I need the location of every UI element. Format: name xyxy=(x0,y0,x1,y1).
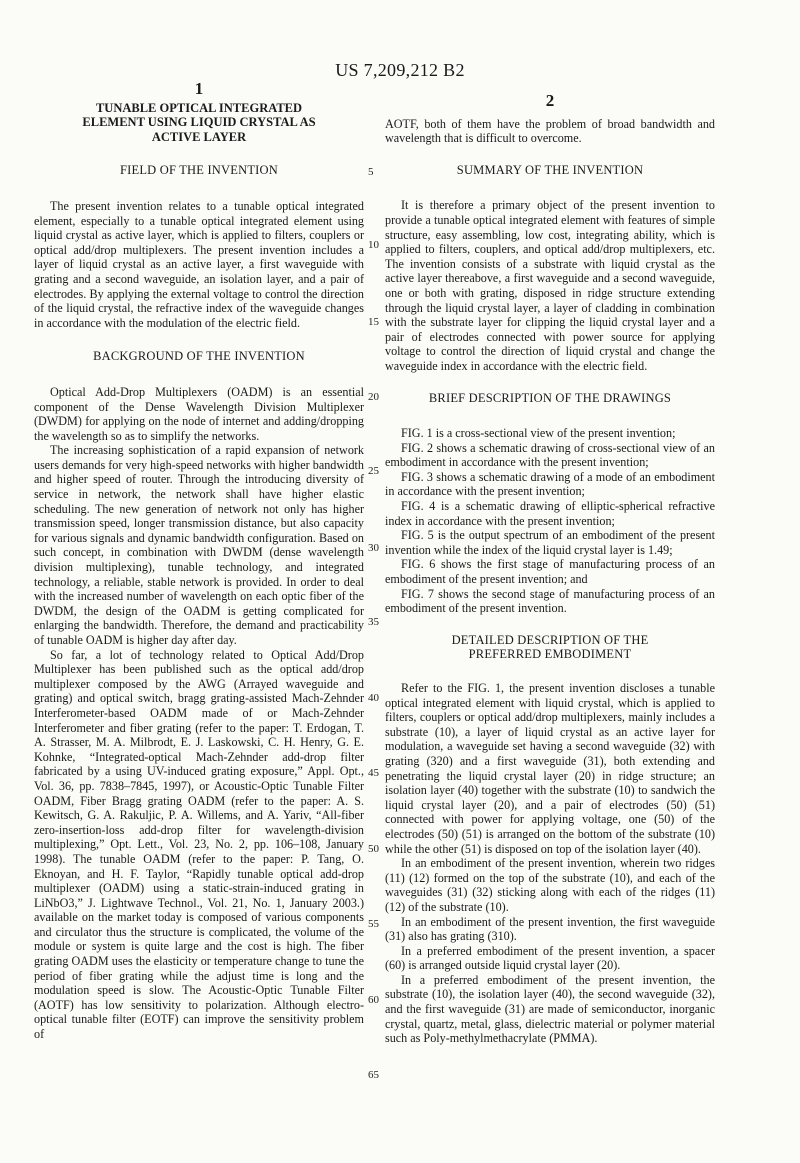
paragraph: Optical Add-Drop Multiplexers (OADM) is an essential component of the Dense Wavelength Division Multiplexer (DWDM) for applying on the node of internet and adding/dropping the wavelength so as to simplify the networks. xyxy=(34,384,364,443)
column-number-1: 1 xyxy=(194,79,204,98)
title-line: ELEMENT USING LIQUID CRYSTAL AS xyxy=(82,115,316,130)
detailed-heading xyxy=(385,633,715,662)
line-number: 65 xyxy=(368,1069,379,1081)
paragraph: It is therefore a primary object of the present invention to provide a tunable optical integrated element with features of simple structure, easy assembling, low cost, integrating ability, which is applied to filters, couplers, and optical add/drop multiplexers, etc. The invention consists of a substrate with liquid crystal as the active layer thereabove, a first waveguide and a second waveguide, one or both with grating, disposed in ridge structure extending through the liquid crystal layer, a layer of cladding in combination with the substrate layer for clipping the liquid crystal layer and a pair of electrodes connected with power source for applying voltage to control the direction of liquid crystal and change the waveguide index in accordance with the electric field. xyxy=(385,198,715,373)
line-number: 5 xyxy=(368,166,374,178)
line-number-gutter xyxy=(364,0,386,1163)
line-number: 30 xyxy=(368,542,379,554)
paragraph: AOTF, both of them have the problem of broad bandwidth and wavelength that is difficult to overcome. xyxy=(385,116,715,146)
paragraph: The present invention relates to a tunable optical integrated element, especially to a tunable optical integrated element using liquid crystal as active layer, which is applied to filters, couplers or optical add/drop multiplexers. The present invention includes a layer of liquid crystal as an active layer, a first waveguide with grating and a second waveguide, an isolation layer, and a pair of electrodes. By applying the external voltage to control the direction of the liquid crystal, the refractive index of the waveguide changes in accordance with the modulation of the electric field. xyxy=(34,198,364,330)
left-column xyxy=(34,79,364,1042)
line-number: 55 xyxy=(368,918,379,930)
heading-line: DETAILED DESCRIPTION OF THE xyxy=(451,632,649,647)
line-number: 40 xyxy=(368,692,379,704)
figure-description: FIG. 7 shows the second stage of manufacturing process of an embodiment of the present invention. xyxy=(385,586,715,616)
drawings-heading: BRIEF DESCRIPTION OF THE DRAWINGS xyxy=(428,390,672,405)
figure-description: FIG. 1 is a cross-sectional view of the present invention; xyxy=(401,426,676,441)
line-number: 15 xyxy=(368,316,379,328)
paragraph: In an embodiment of the present invention, wherein two ridges (11) (12) formed on the top of the substrate (10), and each of the waveguides (31) (32) sticking along with each of the ridges (11) (12) of the substrate (10). xyxy=(385,856,715,914)
paragraph: So far, a lot of technology related to Optical Add/Drop Multiplexer has been published such as the optical add/drop multiplexer composed by the AWG (Arrayed waveguide and grating) and optical switch, bragg grating-assisted Mach-Zehnder Interferometer-based OADM made of or Mach-Zehnder Interferometer and fiber grating (refer to the paper: T. Erdogan, T. A. Strasser, M. A. Milbrodt, E. J. Laskowski, C. H. Henry, G. E. Kohnke, “Integrated-optical Mach-Zehnder add-drop filter fabricated by a using UV-induced grating exposure,” Appl. Opt., Vol. 36, pp. 7838–7845, 1997), or Acoustic-Optic Tunable Filter OADM, Fiber Bragg grating OADM (refer to the paper: A. S. Kewitsch, G. A. Rakuljic, P. A. Willems, and A. Yariv, “All-fiber zero-insertion-loss add-drop filter for wavelength-division multiplexing,” Opt. Lett., Vol. 23, No. 2, pp. 106–108, January 1998). The tunable OADM (refer to the paper: P. Tang, O. Eknoyan, and H. F. Taylor, “Rapidly tunable optical add-drop multiplexer (OADM) using a static-strain-induced grating in LiNbO3,” J. Lightwave Technol., Vol. 21, No. 1, January 2003.) available on the market today is composed of various components and circulator thus the structure is complicated, the volume of the module or system is quite large and the cost is high. The fiber grating OADM uses the elasticity or temperature change to tune the period of fiber grating while the adjust time is long and the modulation speed is slow. The Acoustic-Optic Tunable Filter (AOTF) has low sensitivity to polarization. Although electro-optical tunable filter (EOTF) can improve the sensitivity problem of xyxy=(34,647,364,1042)
title-line: TUNABLE OPTICAL INTEGRATED xyxy=(95,100,303,115)
field-heading: FIELD OF THE INVENTION xyxy=(120,163,278,178)
line-number: 60 xyxy=(368,994,379,1006)
heading-line: PREFERRED EMBODIMENT xyxy=(468,647,632,662)
paragraph: Refer to the FIG. 1, the present invention discloses a tunable optical integrated element with liquid crystal, which is applied to filters, couplers or optical add/drop multiplexers, mainly includes a substrate (10), a layer of liquid crystal as an active layer for modulation, a waveguide set having a second waveguide (32) with grating (320) and a first waveguide (31), both extending and penetrating the liquid crystal layer (20) in ridge structure; an isolation layer (40) together with the substrate (10) to sandwich the liquid crystal layer (20), and a pair of electrodes (50) (51) connected with power for applying voltage, one (50) of the electrodes (50) (51) is arranged on the bottom of the substrate (10) while the other (51) is disposed on top of the isolation layer (40). xyxy=(385,681,715,856)
figure-description: FIG. 3 shows a schematic drawing of a mode of an embodiment in accordance with the present invention; xyxy=(385,469,715,499)
figure-description: FIG. 6 shows the first stage of manufacturing process of an embodiment of the present invention; and xyxy=(385,557,715,587)
line-number: 20 xyxy=(368,391,379,403)
paragraph: In a preferred embodiment of the present invention, the substrate (10), the isolation layer (40), the second waveguide (32), and the first waveguide (31) are made of semiconductor, inorganic crystal, quartz, metal, glass, dielectric material or polymer material such as Poly-methylmethacrylate (PMMA). xyxy=(385,972,715,1046)
summary-heading: SUMMARY OF THE INVENTION xyxy=(456,162,644,177)
patent-title xyxy=(34,101,364,145)
line-number: 50 xyxy=(368,843,379,855)
background-heading: BACKGROUND OF THE INVENTION xyxy=(93,349,305,364)
right-column xyxy=(385,91,715,1046)
patent-number: US 7,209,212 B2 xyxy=(335,60,465,80)
line-number: 25 xyxy=(368,465,379,477)
figure-description: FIG. 4 is a schematic drawing of elliptic-spherical refractive index in accordance with the present invention; xyxy=(385,499,715,528)
paragraph: In an embodiment of the present invention, the first waveguide (31) also has grating (310). xyxy=(385,914,715,944)
line-number: 10 xyxy=(368,239,379,251)
line-number: 45 xyxy=(368,767,379,779)
title-line: ACTIVE LAYER xyxy=(151,129,247,144)
line-number: 35 xyxy=(368,616,379,628)
paragraph: In a preferred embodiment of the present invention, a spacer (60) is arranged outside liquid crystal layer (20). xyxy=(385,943,715,973)
paragraph: The increasing sophistication of a rapid expansion of network users demands for very high-speed networks with higher bandwidth and higher speed of router. Through the introducing diversity of service in network, the network shall have higher elastic scheduling. The new generation of network not only has higher transmission speed, longer transmission distance, but also capacity for various signals and dynamic bandwidth configuration. Based on such concept, in combination with DWDM (dense wavelength division multiplexing), tunable technology, and integrated technology, a reliable, stable network is provided. In order to deal with the increased number of wavelength on each optic fiber of the DWDM, the design of the OADM is getting complicated for enlarging the bandwidth. Therefore, the demand and practicability of tunable OADM is higher day after day. xyxy=(34,443,364,647)
column-number-2: 2 xyxy=(545,91,555,110)
figure-description: FIG. 5 is the output spectrum of an embodiment of the present invention while the index of the liquid crystal layer is 1.49; xyxy=(385,528,715,557)
figure-description: FIG. 2 shows a schematic drawing of cross-sectional view of an embodiment in accordance with the present invention; xyxy=(385,440,715,470)
